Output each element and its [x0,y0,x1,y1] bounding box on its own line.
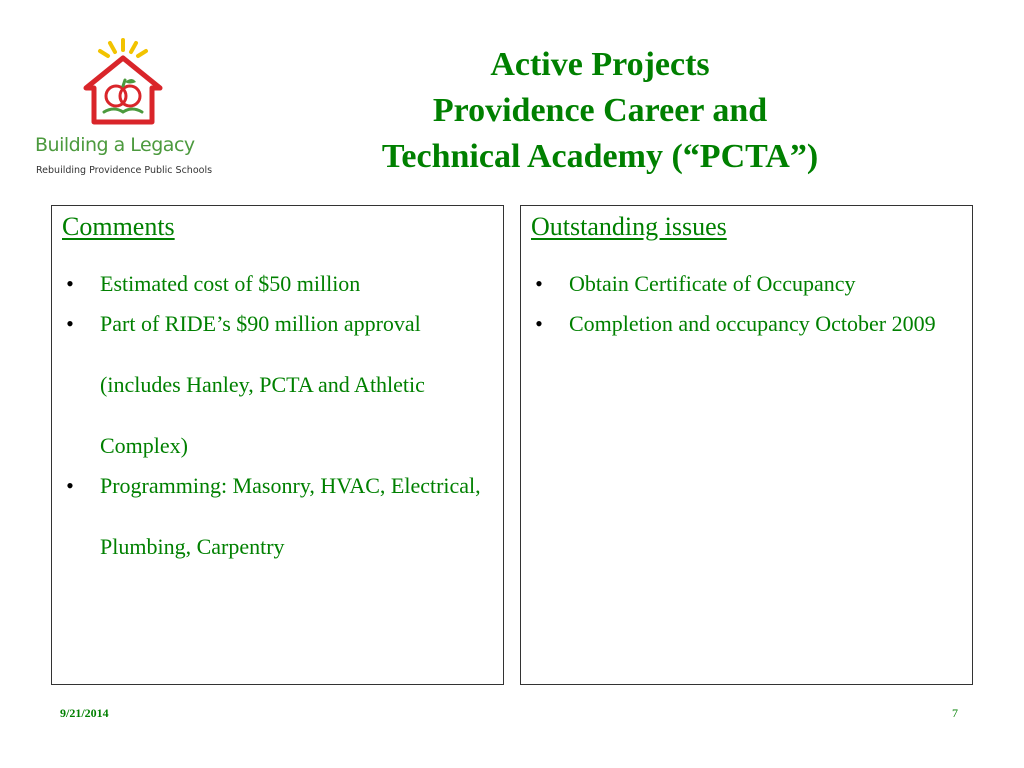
list-item [521,293,972,354]
comments-list [52,272,503,577]
comments-panel [51,205,504,685]
list-item [52,455,503,577]
page-number: 7 [952,706,958,720]
slide-title [300,42,900,180]
outstanding-issues-heading: Outstanding issues [531,212,727,241]
list-item-text: Programming: Masonry, HVAC, Electrical, Plumbing, Carpentry [100,473,481,559]
bullet-icon: • [535,311,543,336]
outstanding-issues-panel [520,205,973,685]
list-item [52,293,503,476]
house-apple-logo-icon [80,38,170,130]
bullet-icon: • [535,271,543,296]
bullet-icon: • [66,311,74,336]
logo-subtitle: Rebuilding Providence Public Schools [36,165,213,176]
title-line-2: Providence Career and [432,92,768,129]
logo-title: Building a Legacy [35,134,195,156]
footer-date: 9/21/2014 [60,706,109,720]
comments-heading: Comments [62,212,175,241]
list-item-text: Part of RIDE’s $90 million approval (includes Hanley, PCTA and Athletic Complex) [100,311,425,458]
building-a-legacy-logo [28,38,218,183]
list-item-text: Estimated cost of $50 million [100,271,361,296]
outstanding-issues-list [521,272,972,354]
list-item-text: Obtain Certificate of Occupancy [569,271,856,296]
bullet-icon: • [66,473,74,498]
list-item-text: Completion and occupancy October 2009 [569,311,936,336]
bullet-icon: • [66,271,74,296]
title-line-3: Technical Academy (“PCTA”) [381,138,819,175]
title-line-1: Active Projects [490,46,710,83]
